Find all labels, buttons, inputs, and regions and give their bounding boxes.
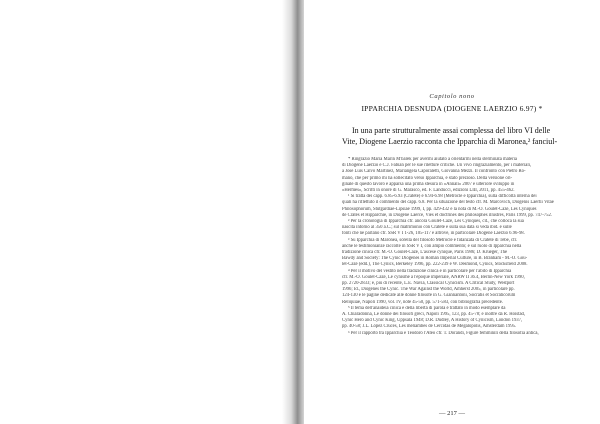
footnote-line: quali ha riflettuto il commento del capp. 6.8. Per la situazione del testo cfr. M. Marcovich, Diogenis Laertii Vitae	[342, 200, 554, 206]
footnote-line: let-Cazé (edd.), The Cynics, Berkeley 1996, pp. 222-239 e W. Desmond, Cynics, Stocksfield 2008.	[342, 262, 528, 268]
footnote-line: ³ Su Ipparchia di Maronea, sorella del filosofo Metrocle e fidanzata di Cratete di Tebe, cfr.	[348, 237, 518, 243]
footnote-line: 1996; Id., Diogenes the Cynic. The War Against the World, Amherst 2005, in particolare pp.	[342, 287, 515, 293]
footnote-line: ² Per la cronologia di Ipparchia cfr. ancora Goulet-Cazé, Les Cyniques, cit., che colloca la sua	[348, 219, 524, 225]
footnote-line: anche le testimonianze raccolte in SSR V I, con ampio commento; e sul ruolo di Ipparchia nella	[342, 243, 522, 249]
body-line: Vite, Diogene Laerzio racconta che Ipparchia di Maronea,² fanciul-	[342, 136, 558, 146]
footnote-line: Philosophorum, Stutgardiae-Lipsiae 1999, I, pp. 429-432 e la nota di M.-O. Goulet-Cazé, Les Cyniques	[342, 206, 537, 212]
page-number: — 217 —	[439, 410, 465, 417]
footnote-line: pp. 40-58; J.L. López Cruces, Les méliambes de Cercidas de Mégalopolis, Amsterdam 1995.	[342, 324, 517, 330]
footnote-line: Reliquiae, Napoli 1990, vol. IV, note 45-50, pp. 571-583, con bibliografia precedente.	[342, 299, 503, 305]
chapter-title: IPPARCHIA DESNUDA (DIOGENE LAERZIO 6.97) *	[361, 104, 543, 113]
footnotes	[342, 157, 564, 337]
footnote-line: Cynic Hero and Cynic King, Uppsala 1948; D.R. Dudley, A History of Cynicism, London 1937,	[342, 318, 523, 324]
footnote-line: «Hermes», Scritti in onore di G. Marasco, ed. F. Landucci, edizioni LIII, 2011, pp. 455-462.	[342, 188, 515, 194]
footnote-line: Bawdy and Society: The Cynic Diogenes in Roman Imperial Culture, in B. Branham - M.-O. Gou-	[342, 256, 528, 262]
footnote-line: 124-130 e le pagine dedicate alle donne filosofe in G. Giannantoni, Socratis et Socraticorum	[342, 293, 516, 299]
footnote-line: ginale di questo lavoro è apparsa una prima stesura in «Annali» 2007 e ulteriore sviluppo in	[342, 181, 515, 187]
footnote-line: ⁴ Per il motivo del vestito nella tradizione cinica e in particolare per l'abito di Ipparchia	[348, 268, 512, 274]
footnote-line: cfr. M.-O. Goulet-Cazé, Le cynisme à l'époque impériale, ANRW II 36.4, Berlin-New York 1990,	[342, 274, 525, 280]
footnote-line: ⁶ Per il rapporto tra Ipparchia e Teodoro l'Ateo cfr. T. Dorandi, Figure femminili della filosofia antica,	[348, 330, 539, 336]
footnote-line: mano, che per primo mi ha sollecitato verso Ipparchia, è stato prezioso. Della versione ori-	[342, 175, 513, 181]
left-page-blank	[0, 0, 288, 424]
chapter-label: Capitolo nono	[429, 93, 475, 100]
footnote-line: * Ringrazio Maria Marin M'barek per avermi aiutato a orientarmi nella sterminata materia	[348, 157, 518, 162]
footnote-line: ⁵ Il tema dell'anaideia cinica e della libertà di parola è trattato in modo esemplare da	[348, 305, 506, 311]
footnote-line: fonti che ne parlano cfr. SSR V I 1-26, 105-117 e altrove, in particolare Diogene Laerzio 6.96-98.	[342, 231, 525, 237]
right-page	[304, 0, 600, 424]
footnote-line: de Cratès et Hipparchie, in Diogène Laërce, Vies et doctrines des philosophes illustres, Paris 1999, pp. 747-752.	[342, 212, 552, 218]
body-line: In una parte strutturalmente assai complessa del libro VI delle	[352, 126, 551, 135]
footnote-line: nascita intorno al 350 a.C.; sul matrimonio con Cratete e sulla sua data si veda ibid. e sulle	[342, 225, 512, 231]
footnote-line: A. Chiaradonna, Le donne dei filosofi greci, Napoli 1995, 123, pp. 45-78; e inoltre da R. Höistad,	[342, 312, 526, 318]
footnote-line: pp. 2720-2833; e, più di recente, L.E. Navia, Classical Cynicism. A Critical Study, Westport	[342, 281, 515, 287]
footnote-line: tradizione cinica cfr. M.-O. Goulet-Cazé, L'ascèse cynique, Paris 1986; D. Krueger, The	[342, 250, 508, 256]
footnote-line: a José Luis Calvo Martínez, Mariangela Caporaletti, Giovanna Mezzi. Il confronto con Pietro Ro-	[342, 169, 526, 175]
body-text	[342, 126, 564, 147]
footnote-line: ¹ Si tratta dei capp. 6.85-6.93 (Cratete) e 6.94-6.98 (Metrocle e Ipparchia), sulla difficoltà interna dei	[348, 194, 537, 200]
footnote-line: di Diogene Laerzio e C.J. Fabian per le sue riletture critiche. Un vivo ringraziamento, per i materiali,	[342, 163, 532, 169]
